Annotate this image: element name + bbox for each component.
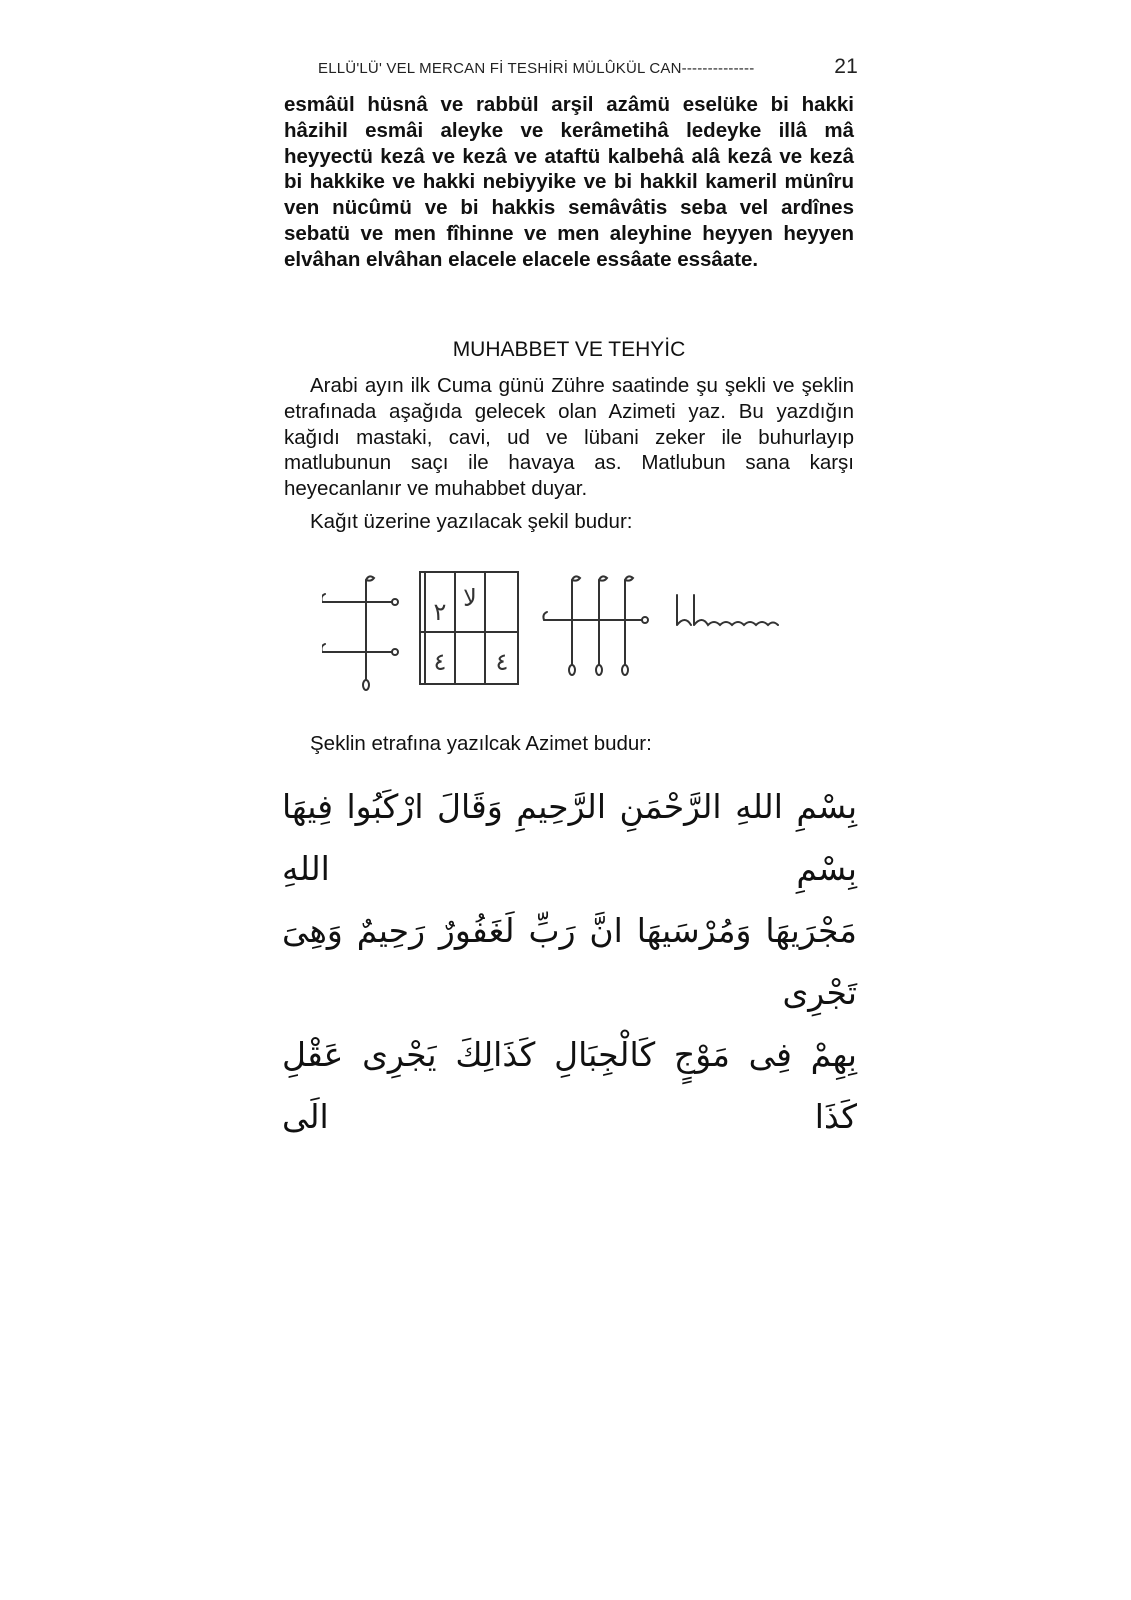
instruction-paragraph: Arabi ayın ilk Cuma günü Zühre saatinde şu şekli ve şeklin etrafınada aşağıda gelecek olan Azimeti yaz. Bu yazdığın kağıdı mastaki, cavi, ud ve lübani zeker ile buhurlayıp matlubunun saçı ile havaya as. Matlubun sana karşı heyecanlanır ve muhabbet duyar.: [284, 374, 854, 501]
running-header: [318, 55, 858, 79]
grid-cell-3: ٤: [433, 648, 447, 676]
left-cross-drawing: [322, 576, 398, 690]
arabic-line-3: بِهِمْ فِى مَوْجٍ كَالْجِبَالِ كَذَالِكَ يَجْرِى عَقْلِ كَذَا الَى: [282, 1035, 857, 1136]
right-lines-drawing: [543, 576, 648, 675]
grid-cell-4: ٤: [495, 648, 509, 676]
arabic-line-1: بِسْمِ اللهِ الرَّحْمَنِ الرَّحِيمِ وَقَالَ ارْكَبُوا فِيهَا بِسْمِ اللهِ: [282, 787, 857, 888]
page-number: 21: [834, 55, 858, 78]
scribble-drawing: [677, 595, 778, 625]
arabic-line-2: مَجْرَيهَا وَمُرْسَيهَا انَّ رَبِّ لَغَفُورٌ رَحِيمٌ وَهِىَ تَجْرِى: [282, 911, 857, 1012]
grid-cell-2: لا: [463, 584, 477, 612]
section-heading: MUHABBET VE TEHYİC: [452, 338, 686, 361]
figure-caption: Kağıt üzerine yazılacak şekil budur:: [310, 510, 633, 533]
azimet-caption: Şeklin etrafına yazılcak Azimet budur:: [310, 732, 652, 755]
grid-cell-1: ٢: [433, 598, 447, 626]
prayer-paragraph: esmâül hüsnâ ve rabbül arşil azâmü eselüke bi hakki hâzihil esmâi aleyke ve kerâmetihâ ledeyke illâ mâ heyyectü kezâ ve kezâ ve ataftü kalbehâ alâ kezâ ve kezâ bi hakkike ve hakki nebiyyike ve bi hakkil kameril münîru ven nücûmü ve bi hakkis semâvâtis seba vel ardînes sebatü ve men fîhinne ve men aleyhine heyyen heyyen elvâhan elvâhan elacele elacele essâate essâate.: [284, 93, 854, 271]
arabic-azimet-text: [282, 776, 857, 1148]
book-title: ELLÜ'LÜ' VEL MERCAN Fİ TESHİRİ MÜLÛKÜL CAN--------------: [318, 60, 755, 77]
talisman-figure: [322, 570, 812, 720]
